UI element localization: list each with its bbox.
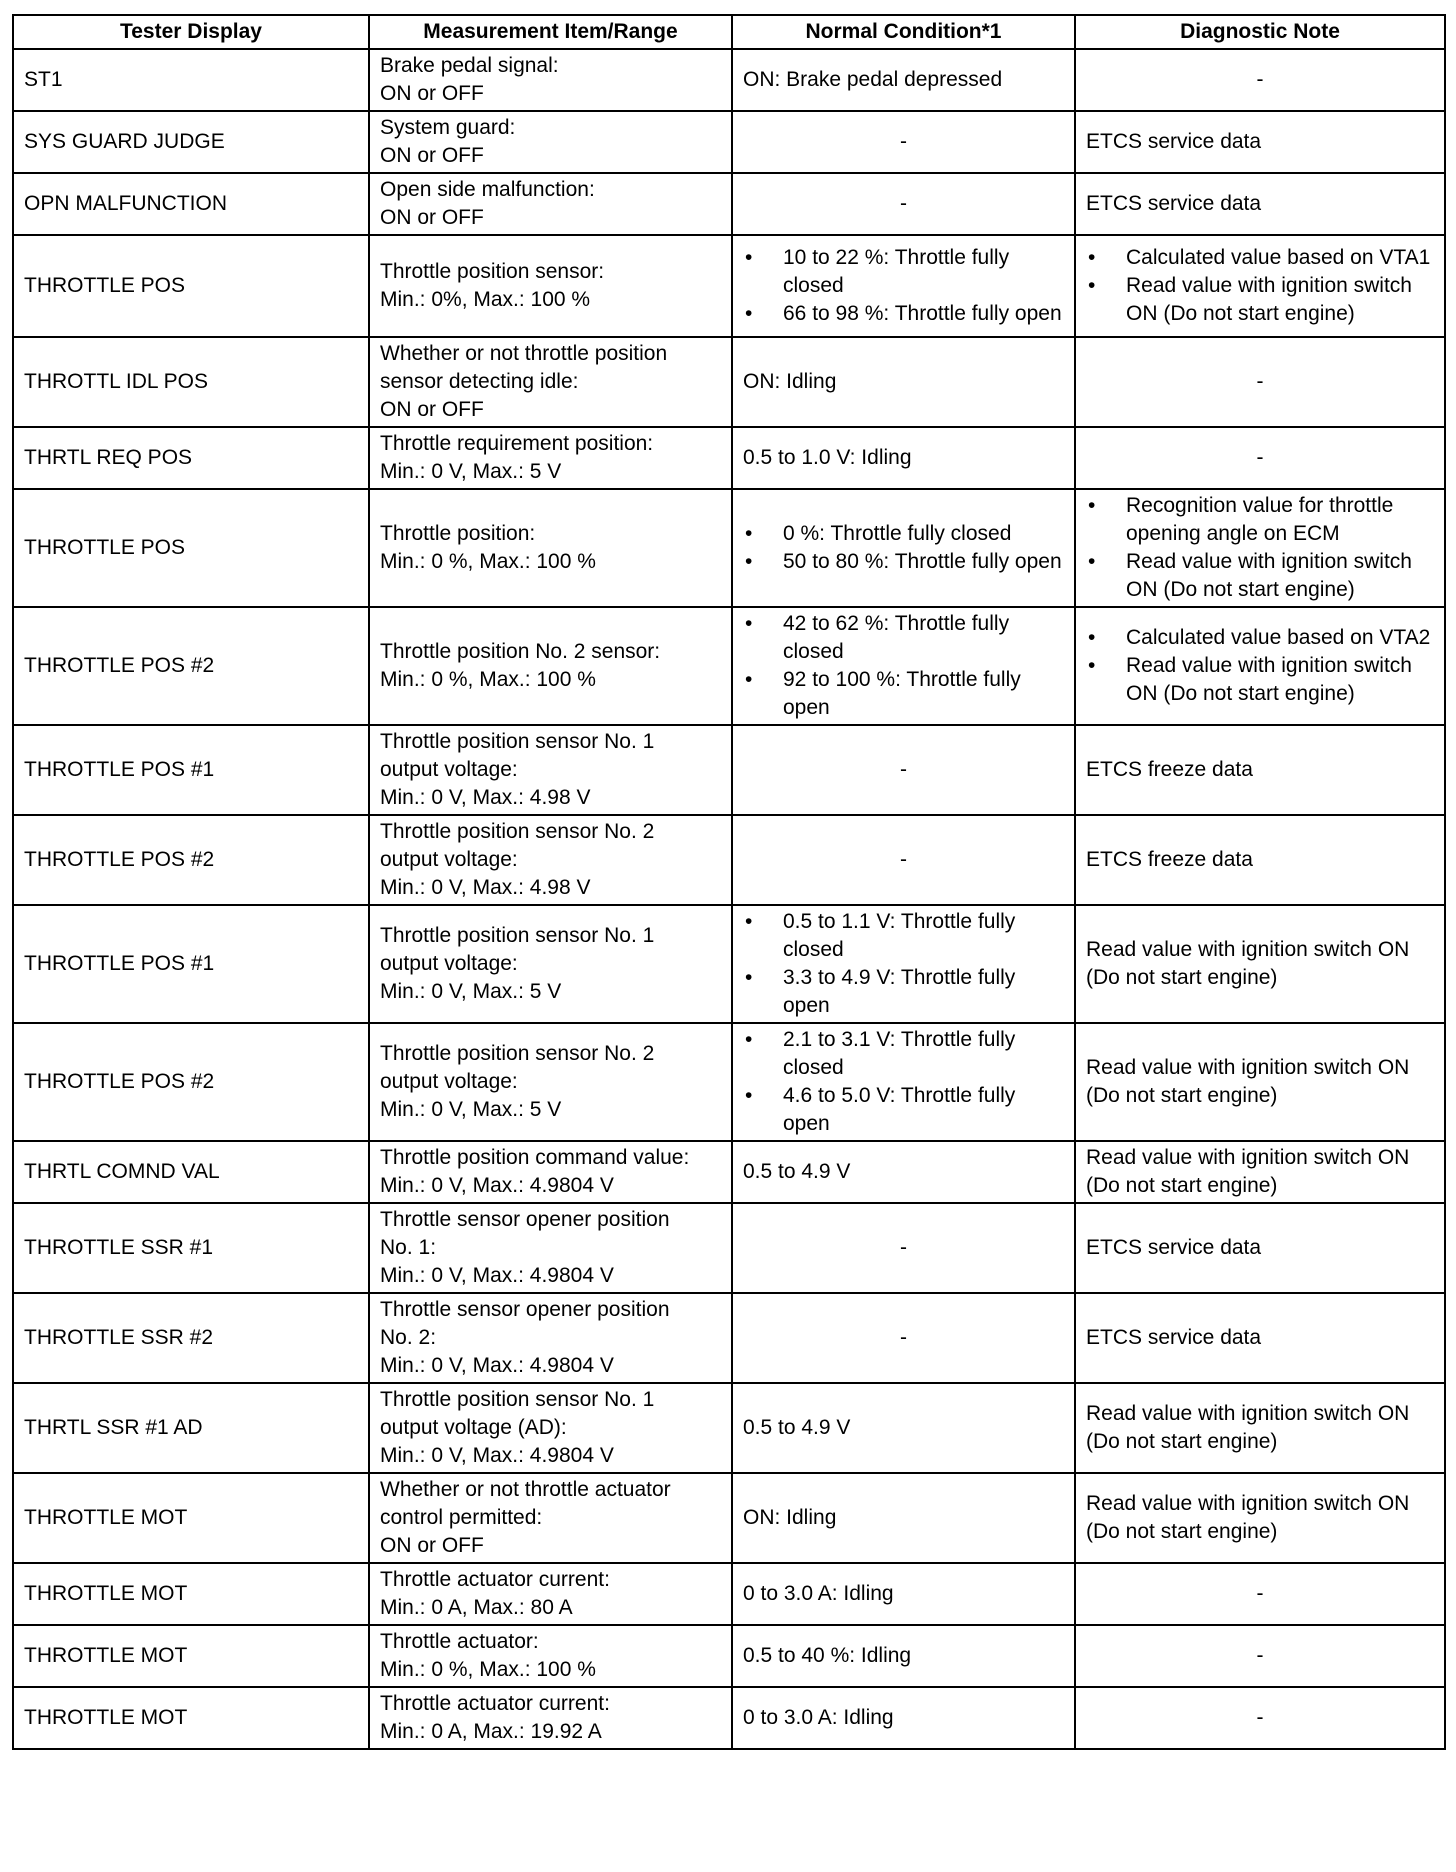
cell-measurement — [369, 111, 732, 173]
bullet-item: • 4.6 to 5.0 V: Throttle fully open — [743, 1082, 1064, 1138]
measurement-line: No. 2: — [380, 1326, 437, 1349]
diagnostic-note-line: - — [1256, 446, 1264, 469]
diagnostic-note-line: (Do not start engine) — [1086, 1430, 1278, 1453]
cell-normal-condition — [732, 111, 1075, 173]
cell-diagnostic-note — [1075, 1383, 1445, 1473]
measurement-line: ON or OFF — [380, 82, 484, 105]
measurement-line: Whether or not throttle actuator — [380, 1478, 671, 1501]
table-row — [13, 337, 1445, 427]
bullet-item: • 0 %: Throttle fully closed — [743, 520, 1064, 548]
table-row — [13, 725, 1445, 815]
table-row — [13, 235, 1445, 337]
cell-tester-display: THROTTLE POS #2 — [13, 1023, 369, 1141]
cell-diagnostic-note — [1075, 1293, 1445, 1383]
cell-diagnostic-note — [1075, 725, 1445, 815]
diagnostic-note-line: ETCS service data — [1086, 1236, 1262, 1259]
diagnostic-note-line: ETCS service data — [1086, 192, 1262, 215]
normal-condition-line: - — [900, 1236, 907, 1259]
normal-condition-line: ON: Idling — [743, 370, 837, 393]
measurement-line: Min.: 0 V, Max.: 4.9804 V — [380, 1354, 614, 1377]
cell-normal-condition — [732, 607, 1075, 725]
measurement-line: Throttle sensor opener position — [380, 1208, 670, 1231]
bullet-item: • 66 to 98 %: Throttle fully open — [743, 300, 1064, 328]
table-row — [13, 1141, 1445, 1203]
bullet-item: • 10 to 22 %: Throttle fully closed — [743, 244, 1064, 300]
cell-tester-display: THROTTLE POS #1 — [13, 905, 369, 1023]
measurement-line: output voltage: — [380, 758, 518, 781]
measurement-line: Throttle sensor opener position — [380, 1298, 670, 1321]
cell-measurement — [369, 427, 732, 489]
diagnostic-note-line: - — [1256, 1706, 1264, 1729]
cell-diagnostic-note — [1075, 607, 1445, 725]
cell-normal-condition — [732, 1687, 1075, 1749]
cell-diagnostic-note — [1075, 111, 1445, 173]
cell-normal-condition — [732, 1293, 1075, 1383]
table-body — [13, 49, 1445, 1749]
diagnostic-note-line: (Do not start engine) — [1086, 1084, 1278, 1107]
measurement-line: Min.: 0 V, Max.: 5 V — [380, 460, 562, 483]
diagnostic-note-line: (Do not start engine) — [1086, 1520, 1278, 1543]
cell-measurement — [369, 1203, 732, 1293]
cell-measurement — [369, 173, 732, 235]
cell-tester-display: THROTTLE MOT — [13, 1473, 369, 1563]
measurement-line: Min.: 0 V, Max.: 5 V — [380, 1098, 562, 1121]
cell-measurement — [369, 607, 732, 725]
measurement-line: Throttle requirement position: — [380, 432, 654, 455]
table-row — [13, 1383, 1445, 1473]
cell-diagnostic-note — [1075, 1473, 1445, 1563]
table-row — [13, 1687, 1445, 1749]
bullet-item: • 42 to 62 %: Throttle fully closed — [743, 610, 1064, 666]
bullet-list — [743, 1026, 1064, 1138]
cell-normal-condition — [732, 173, 1075, 235]
table-row — [13, 1563, 1445, 1625]
measurement-line: Open side malfunction: — [380, 178, 595, 201]
cell-tester-display: OPN MALFUNCTION — [13, 173, 369, 235]
cell-normal-condition — [732, 337, 1075, 427]
measurement-line: control permitted: — [380, 1506, 543, 1529]
diagnostic-note-line: ETCS service data — [1086, 130, 1262, 153]
cell-measurement — [369, 1141, 732, 1203]
cell-measurement — [369, 905, 732, 1023]
normal-condition-line: 0.5 to 40 %: Idling — [743, 1644, 912, 1667]
cell-measurement — [369, 235, 732, 337]
diagnostic-note-line: - — [1256, 1644, 1264, 1667]
measurement-line: Throttle position sensor No. 1 — [380, 1388, 655, 1411]
data-list-document — [12, 14, 1444, 1750]
bullet-item: • Read value with ignition switch ON (Do not start engine) — [1086, 272, 1434, 328]
measurement-line: output voltage: — [380, 952, 518, 975]
cell-tester-display: THRTL REQ POS — [13, 427, 369, 489]
cell-diagnostic-note — [1075, 1141, 1445, 1203]
cell-diagnostic-note — [1075, 1203, 1445, 1293]
bullet-item: • 50 to 80 %: Throttle fully open — [743, 548, 1064, 576]
header-tester-display: Tester Display — [13, 15, 369, 49]
data-list-table — [12, 14, 1446, 1750]
cell-measurement — [369, 49, 732, 111]
cell-measurement — [369, 337, 732, 427]
measurement-line: Throttle position sensor: — [380, 260, 605, 283]
measurement-line: Brake pedal signal: — [380, 54, 559, 77]
cell-normal-condition — [732, 489, 1075, 607]
table-row — [13, 111, 1445, 173]
diagnostic-note-line: Read value with ignition switch ON — [1086, 1492, 1410, 1515]
bullet-item: • 3.3 to 4.9 V: Throttle fully open — [743, 964, 1064, 1020]
cell-diagnostic-note — [1075, 1023, 1445, 1141]
measurement-line: Min.: 0 V, Max.: 4.98 V — [380, 786, 591, 809]
normal-condition-line: - — [900, 130, 907, 153]
cell-normal-condition — [732, 1473, 1075, 1563]
diagnostic-note-line: Read value with ignition switch ON — [1086, 1146, 1410, 1169]
bullet-item: • Calculated value based on VTA2 — [1086, 624, 1434, 652]
measurement-line: ON or OFF — [380, 398, 484, 421]
cell-diagnostic-note — [1075, 1625, 1445, 1687]
cell-measurement — [369, 725, 732, 815]
bullet-item: • Recognition value for throttle opening angle on ECM — [1086, 492, 1434, 548]
diagnostic-note-line: - — [1256, 68, 1264, 91]
table-row — [13, 173, 1445, 235]
cell-normal-condition — [732, 49, 1075, 111]
diagnostic-note-line: (Do not start engine) — [1086, 966, 1278, 989]
measurement-line: No. 1: — [380, 1236, 437, 1259]
cell-normal-condition — [732, 1383, 1075, 1473]
bullet-item: • 0.5 to 1.1 V: Throttle fully closed — [743, 908, 1064, 964]
normal-condition-line: 0.5 to 4.9 V — [743, 1160, 851, 1183]
table-row — [13, 427, 1445, 489]
measurement-line: Throttle actuator: — [380, 1630, 539, 1653]
table-row — [13, 1293, 1445, 1383]
cell-tester-display: THROTTLE POS #2 — [13, 607, 369, 725]
header-measurement-item: Measurement Item/Range — [369, 15, 732, 49]
cell-tester-display: SYS GUARD JUDGE — [13, 111, 369, 173]
measurement-line: Throttle position sensor No. 2 — [380, 820, 655, 843]
cell-tester-display: THROTTLE POS — [13, 235, 369, 337]
measurement-line: sensor detecting idle: — [380, 370, 579, 393]
cell-normal-condition — [732, 1141, 1075, 1203]
cell-diagnostic-note — [1075, 815, 1445, 905]
diagnostic-note-line: ETCS service data — [1086, 1326, 1262, 1349]
cell-tester-display: THROTTL IDL POS — [13, 337, 369, 427]
normal-condition-line: - — [900, 758, 907, 781]
measurement-line: Throttle actuator current: — [380, 1692, 610, 1715]
normal-condition-line: 0 to 3.0 A: Idling — [743, 1706, 894, 1729]
measurement-line: ON or OFF — [380, 206, 484, 229]
measurement-line: output voltage: — [380, 1070, 518, 1093]
cell-diagnostic-note — [1075, 1563, 1445, 1625]
cell-tester-display: THROTTLE SSR #1 — [13, 1203, 369, 1293]
cell-diagnostic-note — [1075, 1687, 1445, 1749]
measurement-line: Min.: 0 %, Max.: 100 % — [380, 668, 596, 691]
measurement-line: ON or OFF — [380, 1534, 484, 1557]
header-row — [13, 15, 1445, 49]
measurement-line: output voltage (AD): — [380, 1416, 567, 1439]
measurement-line: System guard: — [380, 116, 516, 139]
measurement-line: Throttle position command value: — [380, 1146, 690, 1169]
measurement-line: Throttle position: — [380, 522, 536, 545]
measurement-line: Min.: 0 V, Max.: 4.98 V — [380, 876, 591, 899]
table-row — [13, 607, 1445, 725]
bullet-list — [1086, 244, 1434, 328]
table-row — [13, 815, 1445, 905]
cell-tester-display: THROTTLE POS — [13, 489, 369, 607]
cell-normal-condition — [732, 1023, 1075, 1141]
cell-diagnostic-note — [1075, 489, 1445, 607]
bullet-item: • Read value with ignition switch ON (Do not start engine) — [1086, 652, 1434, 708]
cell-diagnostic-note — [1075, 427, 1445, 489]
diagnostic-note-line: - — [1256, 1582, 1264, 1605]
table-row — [13, 489, 1445, 607]
measurement-line: Min.: 0 V, Max.: 4.9804 V — [380, 1444, 614, 1467]
cell-measurement — [369, 815, 732, 905]
table-row — [13, 905, 1445, 1023]
bullet-item: • Read value with ignition switch ON (Do not start engine) — [1086, 548, 1434, 604]
measurement-line: Whether or not throttle position — [380, 342, 668, 365]
measurement-line: Min.: 0 %, Max.: 100 % — [380, 550, 596, 573]
cell-diagnostic-note — [1075, 49, 1445, 111]
measurement-line: Min.: 0 V, Max.: 4.9804 V — [380, 1264, 614, 1287]
measurement-line: Min.: 0 A, Max.: 19.92 A — [380, 1720, 602, 1743]
cell-tester-display: THRTL SSR #1 AD — [13, 1383, 369, 1473]
cell-tester-display: THROTTLE SSR #2 — [13, 1293, 369, 1383]
cell-measurement — [369, 1473, 732, 1563]
measurement-line: Throttle position sensor No. 1 — [380, 730, 655, 753]
cell-normal-condition — [732, 235, 1075, 337]
table-row — [13, 1023, 1445, 1141]
measurement-line: Throttle position sensor No. 2 — [380, 1042, 655, 1065]
table-row — [13, 1203, 1445, 1293]
bullet-list — [743, 520, 1064, 576]
cell-tester-display: THROTTLE MOT — [13, 1687, 369, 1749]
cell-measurement — [369, 1687, 732, 1749]
cell-measurement — [369, 1625, 732, 1687]
header-diagnostic-note: Diagnostic Note — [1075, 15, 1445, 49]
measurement-line: Min.: 0 A, Max.: 80 A — [380, 1596, 573, 1619]
table-row — [13, 1625, 1445, 1687]
normal-condition-line: - — [900, 1326, 907, 1349]
measurement-line: Min.: 0 %, Max.: 100 % — [380, 1658, 596, 1681]
diagnostic-note-line: Read value with ignition switch ON — [1086, 938, 1410, 961]
cell-normal-condition — [732, 1563, 1075, 1625]
cell-measurement — [369, 489, 732, 607]
cell-measurement — [369, 1563, 732, 1625]
diagnostic-note-line: (Do not start engine) — [1086, 1174, 1278, 1197]
normal-condition-line: 0 to 3.0 A: Idling — [743, 1582, 894, 1605]
cell-normal-condition — [732, 1625, 1075, 1687]
normal-condition-line: 0.5 to 1.0 V: Idling — [743, 446, 912, 469]
measurement-line: Min.: 0%, Max.: 100 % — [380, 288, 591, 311]
normal-condition-line: ON: Idling — [743, 1506, 837, 1529]
diagnostic-note-line: ETCS freeze data — [1086, 758, 1253, 781]
measurement-line: ON or OFF — [380, 144, 484, 167]
normal-condition-line: 0.5 to 4.9 V — [743, 1416, 851, 1439]
cell-tester-display: THROTTLE MOT — [13, 1563, 369, 1625]
measurement-line: Throttle actuator current: — [380, 1568, 610, 1591]
measurement-line: Min.: 0 V, Max.: 5 V — [380, 980, 562, 1003]
bullet-list — [1086, 492, 1434, 604]
diagnostic-note-line: ETCS freeze data — [1086, 848, 1253, 871]
header-normal-condition: Normal Condition*1 — [732, 15, 1075, 49]
bullet-item: • 92 to 100 %: Throttle fully open — [743, 666, 1064, 722]
bullet-list — [743, 610, 1064, 722]
cell-tester-display: THROTTLE POS #1 — [13, 725, 369, 815]
measurement-line: Throttle position No. 2 sensor: — [380, 640, 661, 663]
bullet-list — [743, 244, 1064, 328]
diagnostic-note-line: Read value with ignition switch ON — [1086, 1402, 1410, 1425]
cell-tester-display: THROTTLE MOT — [13, 1625, 369, 1687]
cell-measurement — [369, 1023, 732, 1141]
cell-normal-condition — [732, 427, 1075, 489]
diagnostic-note-line: - — [1256, 370, 1264, 393]
cell-diagnostic-note — [1075, 905, 1445, 1023]
cell-normal-condition — [732, 725, 1075, 815]
cell-diagnostic-note — [1075, 173, 1445, 235]
cell-measurement — [369, 1383, 732, 1473]
cell-normal-condition — [732, 1203, 1075, 1293]
normal-condition-line: ON: Brake pedal depressed — [743, 68, 1003, 91]
table-row — [13, 1473, 1445, 1563]
bullet-list — [1086, 624, 1434, 708]
cell-normal-condition — [732, 815, 1075, 905]
cell-diagnostic-note — [1075, 337, 1445, 427]
cell-tester-display: THRTL COMND VAL — [13, 1141, 369, 1203]
bullet-list — [743, 908, 1064, 1020]
measurement-line: Throttle position sensor No. 1 — [380, 924, 655, 947]
bullet-item: • 2.1 to 3.1 V: Throttle fully closed — [743, 1026, 1064, 1082]
normal-condition-line: - — [900, 192, 907, 215]
cell-tester-display: THROTTLE POS #2 — [13, 815, 369, 905]
measurement-line: output voltage: — [380, 848, 518, 871]
cell-tester-display: ST1 — [13, 49, 369, 111]
measurement-line: Min.: 0 V, Max.: 4.9804 V — [380, 1174, 614, 1197]
bullet-item: • Calculated value based on VTA1 — [1086, 244, 1434, 272]
cell-normal-condition — [732, 905, 1075, 1023]
cell-diagnostic-note — [1075, 235, 1445, 337]
cell-measurement — [369, 1293, 732, 1383]
diagnostic-note-line: Read value with ignition switch ON — [1086, 1056, 1410, 1079]
table-row — [13, 49, 1445, 111]
normal-condition-line: - — [900, 848, 907, 871]
